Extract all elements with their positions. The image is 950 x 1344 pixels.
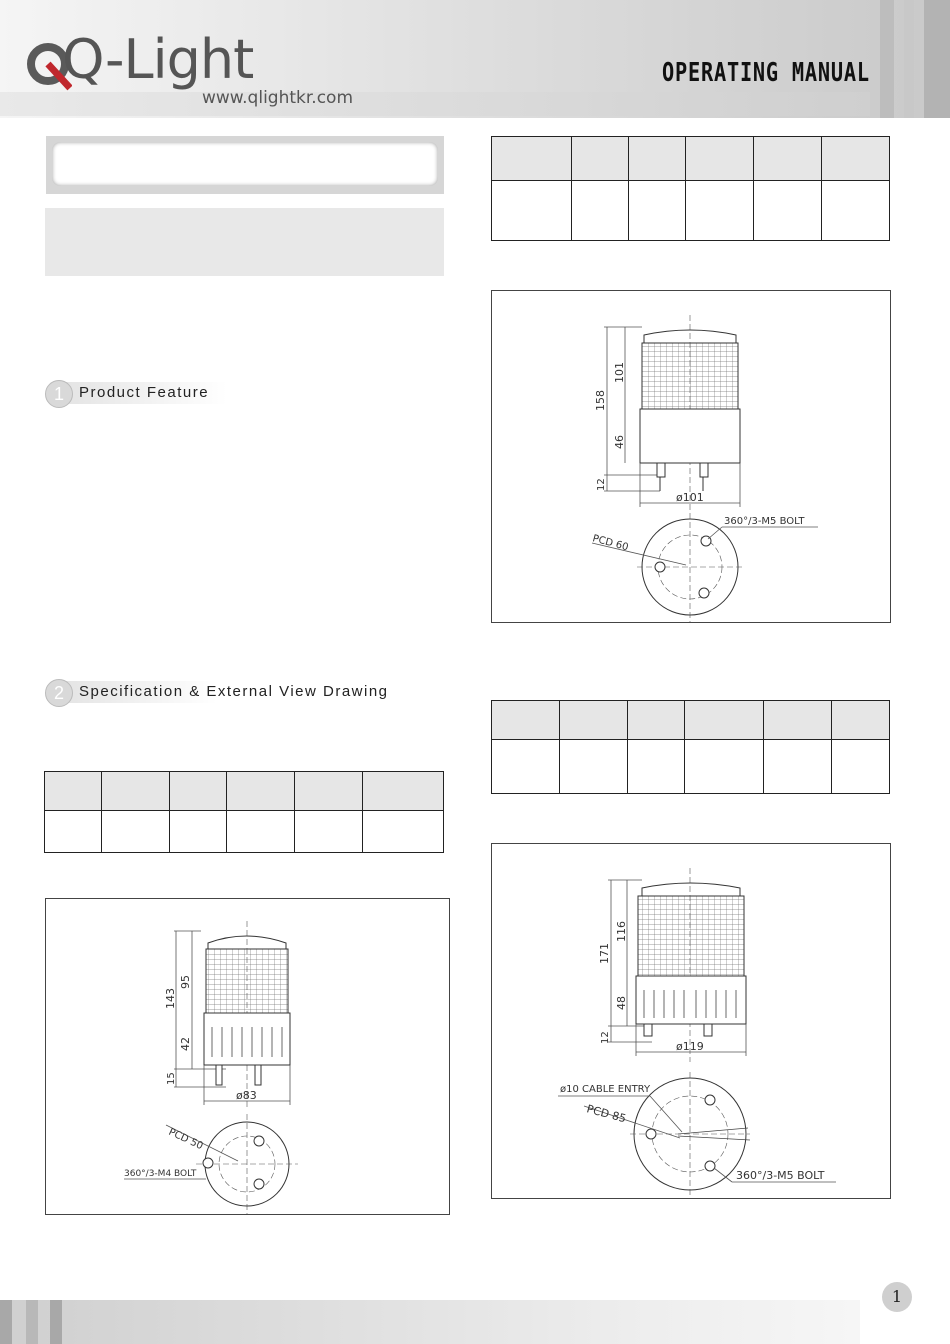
dim-body-height: 48 [615, 996, 628, 1010]
drawing-small [45, 898, 450, 1215]
table-cell [560, 740, 628, 794]
page-number: 1 [882, 1282, 912, 1312]
pcd-label: PCD 85 [585, 1102, 628, 1126]
cable-entry-label: ø10 CABLE ENTRY [560, 1084, 651, 1095]
header-stripe [924, 0, 950, 118]
table-cell [492, 137, 572, 181]
spec-table-large [491, 700, 890, 794]
brand-logo-text: Q-Light [62, 28, 254, 91]
table-cell [685, 701, 764, 740]
table-cell [754, 137, 822, 181]
dim-terminal: 15 [166, 1072, 177, 1085]
dim-body-height: 42 [179, 1037, 192, 1051]
table-cell [227, 772, 295, 811]
dim-lens-height: 95 [179, 975, 192, 989]
table-cell [363, 811, 444, 853]
table-cell [628, 701, 685, 740]
table-cell [832, 740, 890, 794]
product-subtitle-box [45, 208, 444, 276]
table-cell [629, 181, 686, 241]
dim-lens-height: 101 [613, 362, 626, 383]
table-cell [45, 811, 102, 853]
table-cell [227, 811, 295, 853]
section-number: 2 [45, 679, 73, 707]
header-stripe [904, 0, 914, 118]
table-cell [628, 740, 685, 794]
pcd-label: PCD 50 [166, 1126, 205, 1153]
table-cell [764, 701, 832, 740]
spec-table-small [44, 771, 444, 853]
table-cell [822, 137, 890, 181]
section-title: Specification & External View Drawing [79, 683, 389, 700]
table-cell [754, 181, 822, 241]
dim-lens-height: 116 [615, 921, 628, 942]
table-cell [295, 811, 363, 853]
dim-diameter: ø119 [676, 1040, 704, 1053]
table-cell [629, 137, 686, 181]
bolt-label: 360°/3-M5 BOLT [736, 1169, 825, 1182]
table-cell [102, 811, 170, 853]
bolt-label: 360°/3-M5 BOLT [724, 516, 805, 527]
footer-stripe [50, 1300, 62, 1344]
dim-total-height: 158 [594, 390, 607, 411]
table-cell [492, 181, 572, 241]
section-specification [45, 679, 425, 707]
drawing-medium [491, 290, 891, 623]
table-cell [685, 740, 764, 794]
dim-diameter: ø101 [676, 491, 704, 504]
table-cell [572, 137, 629, 181]
table-cell [170, 811, 227, 853]
page-footer [0, 1300, 860, 1344]
table-cell [572, 181, 629, 241]
table-cell [295, 772, 363, 811]
table-cell [102, 772, 170, 811]
spec-table-medium [491, 136, 890, 241]
table-cell [686, 181, 754, 241]
footer-stripe [26, 1300, 38, 1344]
bolt-label: 360°/3-M4 BOLT [124, 1169, 197, 1179]
header-shade [0, 92, 870, 116]
section-product-feature [45, 380, 245, 408]
table-cell [45, 772, 102, 811]
header-stripe [880, 0, 894, 118]
dim-terminal: 12 [600, 1031, 611, 1044]
table-cell [832, 701, 890, 740]
section-title: Product Feature [79, 384, 210, 401]
section-number: 1 [45, 380, 73, 408]
table-cell [686, 137, 754, 181]
table-cell [492, 701, 560, 740]
dim-body-height: 46 [613, 435, 626, 449]
pcd-label: PCD 60 [591, 533, 630, 554]
table-cell [170, 772, 227, 811]
manual-title: OPERATING MANUAL [662, 58, 870, 88]
product-title-box [52, 142, 438, 186]
table-cell [764, 740, 832, 794]
table-cell [492, 740, 560, 794]
dim-diameter: ø83 [236, 1089, 257, 1102]
dim-total-height: 171 [598, 943, 611, 964]
table-cell [822, 181, 890, 241]
dim-terminal: 12 [596, 478, 607, 491]
drawing-large [491, 843, 891, 1199]
table-cell [363, 772, 444, 811]
website-url[interactable]: www.qlightkr.com [202, 88, 354, 108]
dim-total-height: 143 [164, 988, 177, 1009]
table-cell [560, 701, 628, 740]
footer-stripe [0, 1300, 12, 1344]
